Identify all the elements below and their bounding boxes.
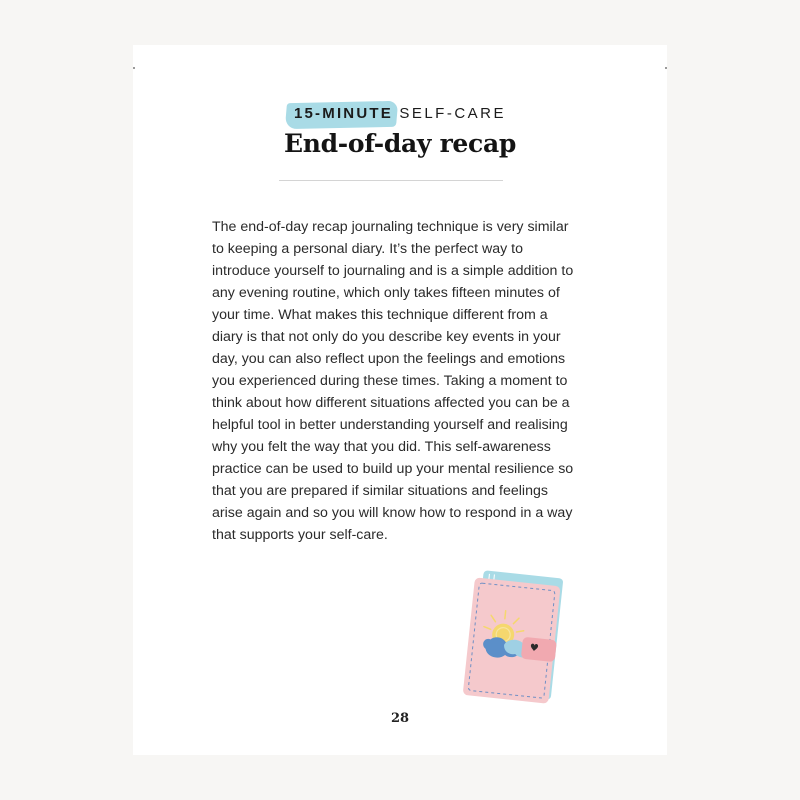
page-number: 28 [390,711,410,726]
journal-icon [461,570,571,704]
journal-clasp [521,637,557,662]
page-title: End-of-day recap [283,129,517,158]
body-paragraph: The end-of-day recap journaling technique is very similar to keeping a personal diary. It’s the perfect way to introduce yourself to journaling and is a simple addition to any evening routine, which only takes fifteen minutes of your time. What makes this technique different from a diary is that not only do you describe key events in your day, you can also reflect upon the feelings and emotions you experienced during these times. Taking a moment to think about how different situations affected you can be a helpful tool in better understanding yourself and realising why you felt the way that you did. This self-awareness practice can be used to build up your mental resilience so that you are prepared if similar situations and feelings arise again and so you will know how to respond in a way that supports your self-care. [212,219,574,543]
crop-mark-top-left [133,67,135,69]
book-page [133,45,667,755]
kicker-highlight: 15-MINUTE [293,105,393,122]
section-kicker [133,105,667,122]
kicker-text: SELF-CARE [399,105,507,122]
title-divider [279,180,503,181]
crop-mark-top-right [665,67,667,69]
